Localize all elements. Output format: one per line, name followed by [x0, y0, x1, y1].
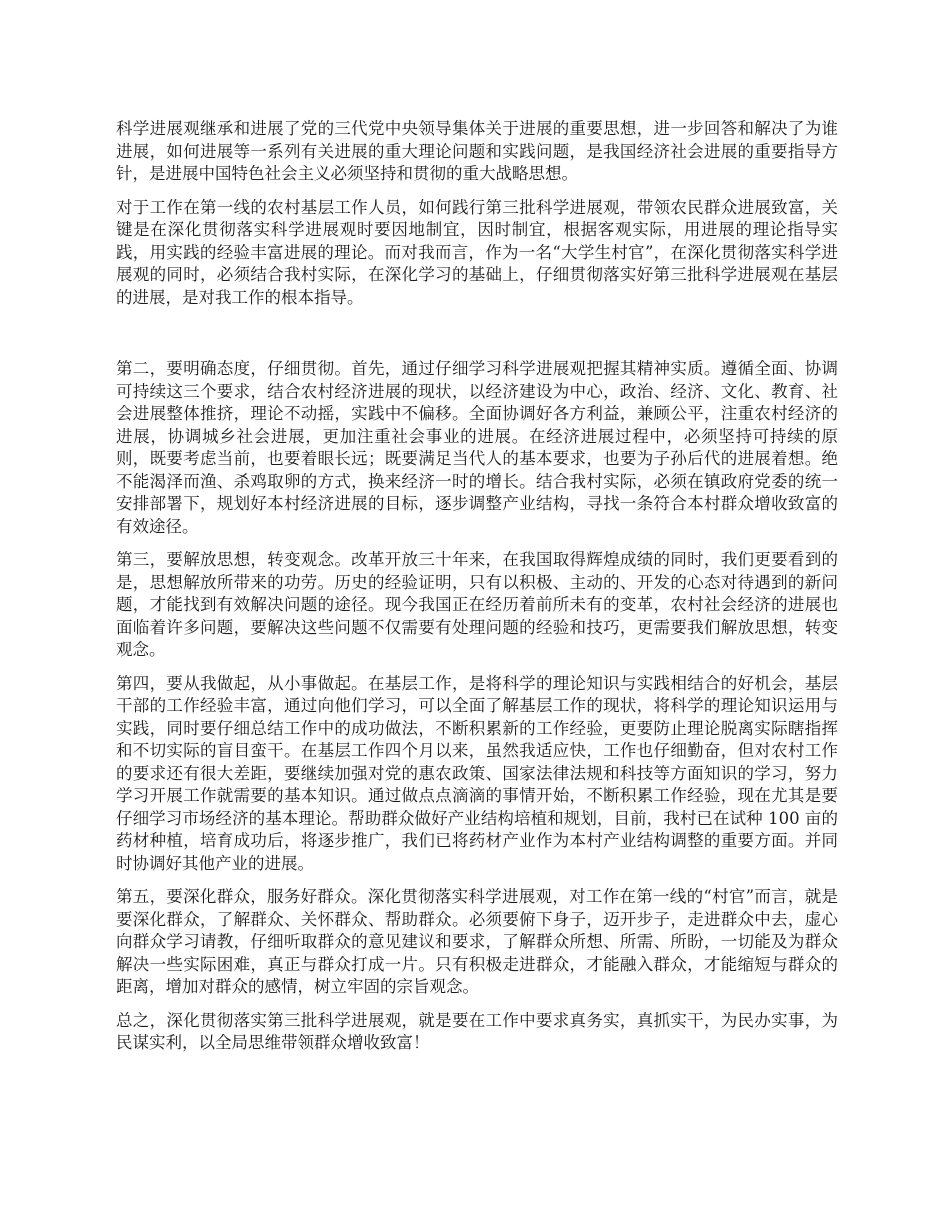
paragraph-fifth: 第五，要深化群众，服务好群众。深化贯彻落实科学进展观，对工作在第一线的“村官”而言，就是要深化群众，了解群众、关怀群众、帮助群众。必须要俯下身子，迈开步子，走进群众中去，虚心向群众学习请教，仔细听取群众的意见建议和要求，了解群众所想、所需、所盼，一切能及为群众解决一些实际困难，真正与群众打成一片。只有积极走进群众，才能融入群众，才能缩短与群众的距离，增加对群众的感情，树立牢固的宗旨观念。: [116, 887, 838, 996]
paragraph-third: 第三，要解放思想，转变观念。改革开放三十年来，在我国取得辉煌成绩的同时，我们更要看到的是，思想解放所带来的功劳。历史的经验证明，只有以积极、主动的、开发的心态对待遇到的新问题，才能找到有效解决问题的途径。现今我国正在经历着前所未有的变革，农村社会经济的进展也面临着许多问题，要解决这些问题不仅需要有处理问题的经验和技巧，更需要我们解放思想，转变观念。: [116, 550, 838, 659]
paragraph-fourth: 第四，要从我做起，从小事做起。在基层工作，是将科学的理论知识与实践相结合的好机会，基层干部的工作经验丰富，通过向他们学习，可以全面了解基层工作的现状，将科学的理论知识运用与实践，同时要仔细总结工作中的成功做法，不断积累新的工作经验，更要防止理论脱离实际瞎指挥和不切实际的盲目蛮干。在基层工作四个月以来，虽然我适应快，工作也仔细勤奋，但对农村工作的要求还有很大差距，要继续加强对党的惠农政策、国家法律法规和科技等方面知识的学习，努力学习开展工作就需要的基本知识。通过做点点滴滴的事情开始，不断积累工作经验，现在尤其是要仔细学习市场经济的基本理论。帮助群众做好产业结构培植和规划，目前，我村已在试种 100 亩的药材种植，培育成功后，将逐步推广，我们已将药材产业作为本村产业结构调整的重要方面。并同时协调好其他产业的进展。: [116, 673, 838, 873]
paragraph-village-official: 对于工作在第一线的农村基层工作人员，如何践行第三批科学进展观，带领农民群众进展致富，关键是在深化贯彻落实科学进展观时要因地制宜，因时制宜，根据客观实际，用进展的理论指导实践，用实践的经验丰富进展的理论。而对我而言，作为一名“大学生村官”，在深化贯彻落实科学进展观的同时，必须结合我村实际，在深化学习的基础上，仔细贯彻落实好第三批科学进展观在基层的进展，是对我工作的根本指导。: [116, 197, 838, 307]
paragraph-gap: [116, 320, 838, 358]
paragraph-intro: 科学进展观继承和进展了党的三代党中央领导集体关于进展的重要思想，进一步回答和解决了为谁进展，如何进展等一系列有关进展的重大理论问题和实践问题，是我国经济社会进展的重要指导方针，是进展中国特色社会主义必须坚持和贯彻的重大战略思想。: [116, 119, 838, 183]
document-page: [116, 118, 838, 1066]
paragraph-second: 第二，要明确态度，仔细贯彻。首先，通过仔细学习科学进展观把握其精神实质。遵循全面、协调可持续这三个要求，结合农村经济进展的现状，以经济建设为中心，政治、经济、文化、教育、社会进展整体推挤，理论不动摇，实践中不偏移。全面协调好各方利益，兼顾公平，注重农村经济的进展，协调城乡社会进展，更加注重社会事业的进展。在经济进展过程中，必须坚持可持续的原则，既要考虑当前，也要着眼长远；既要满足当代人的基本要求，也要为子孙后代的进展着想。绝不能渴泽而渔、杀鸡取卵的方式，换来经济一时的增长。结合我村实际，必须在镇政府党委的统一安排部署下，规划好本村经济进展的目标，逐步调整产业结构，寻找一条符合本村群众增收致富的有效途径。: [116, 359, 838, 536]
paragraph-conclusion: 总之，深化贯彻落实第三批科学进展观，就是要在工作中要求真务实，真抓实干，为民办实事，为民谋实利，以全局思维带领群众增收致富！: [116, 1010, 838, 1052]
